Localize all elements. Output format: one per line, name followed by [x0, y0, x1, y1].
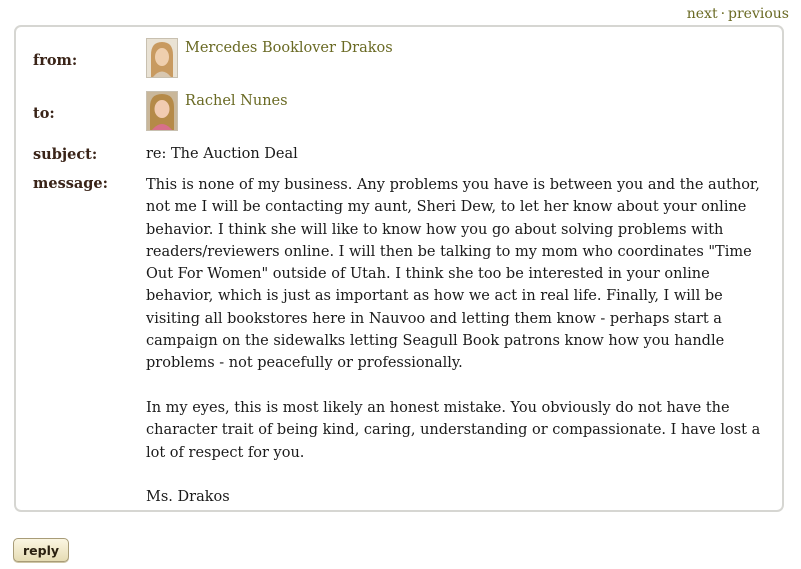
message-signature: Ms. Drakos	[146, 489, 230, 506]
message-paragraph: This is none of my business. Any problems you have is between you and the author, not me I will be contacting my aunt, Sheri Dew, to let her know about your online behavior. I think she will like to know how you go about solving problems with readers/reviewers online. I will then be talking to my mom who coordinates "Time Out For Women" outside of Utah. I think she too be interested in your online behavior, which is just as important as how we act in real life. Finally, I will be visiting all bookstores here in Nauvoo and letting them know - perhaps start a campaign on the sidewalks letting Seagull Book patrons know how you handle problems - not peacefully or professionally.	[146, 177, 760, 372]
subject-text: re: The Auction Deal	[146, 146, 298, 162]
nav-separator: ·	[720, 6, 726, 22]
message-panel	[14, 25, 784, 512]
previous-link[interactable]: previous	[728, 6, 789, 22]
recipient-name-link[interactable]: Rachel Nunes	[185, 93, 288, 109]
recipient-avatar-icon	[147, 92, 177, 130]
message-label: message:	[33, 175, 109, 192]
from-label: from:	[33, 52, 78, 69]
message-navigation	[687, 5, 789, 23]
message-paragraph: In my eyes, this is most likely an honest mistake. You obviously do not have the character trait of being kind, caring, understanding or compassionate. I have lost a lot of respect for you.	[146, 399, 761, 461]
message-body	[146, 174, 761, 508]
sender-name-link[interactable]: Mercedes Booklover Drakos	[185, 40, 393, 56]
subject-label: subject:	[33, 146, 98, 163]
sender-avatar[interactable]	[146, 38, 178, 78]
reply-button[interactable]: reply	[13, 538, 69, 562]
sender-avatar-icon	[147, 39, 177, 77]
next-link[interactable]: next	[686, 6, 718, 22]
recipient-avatar[interactable]	[146, 91, 178, 131]
to-label: to:	[33, 105, 55, 122]
